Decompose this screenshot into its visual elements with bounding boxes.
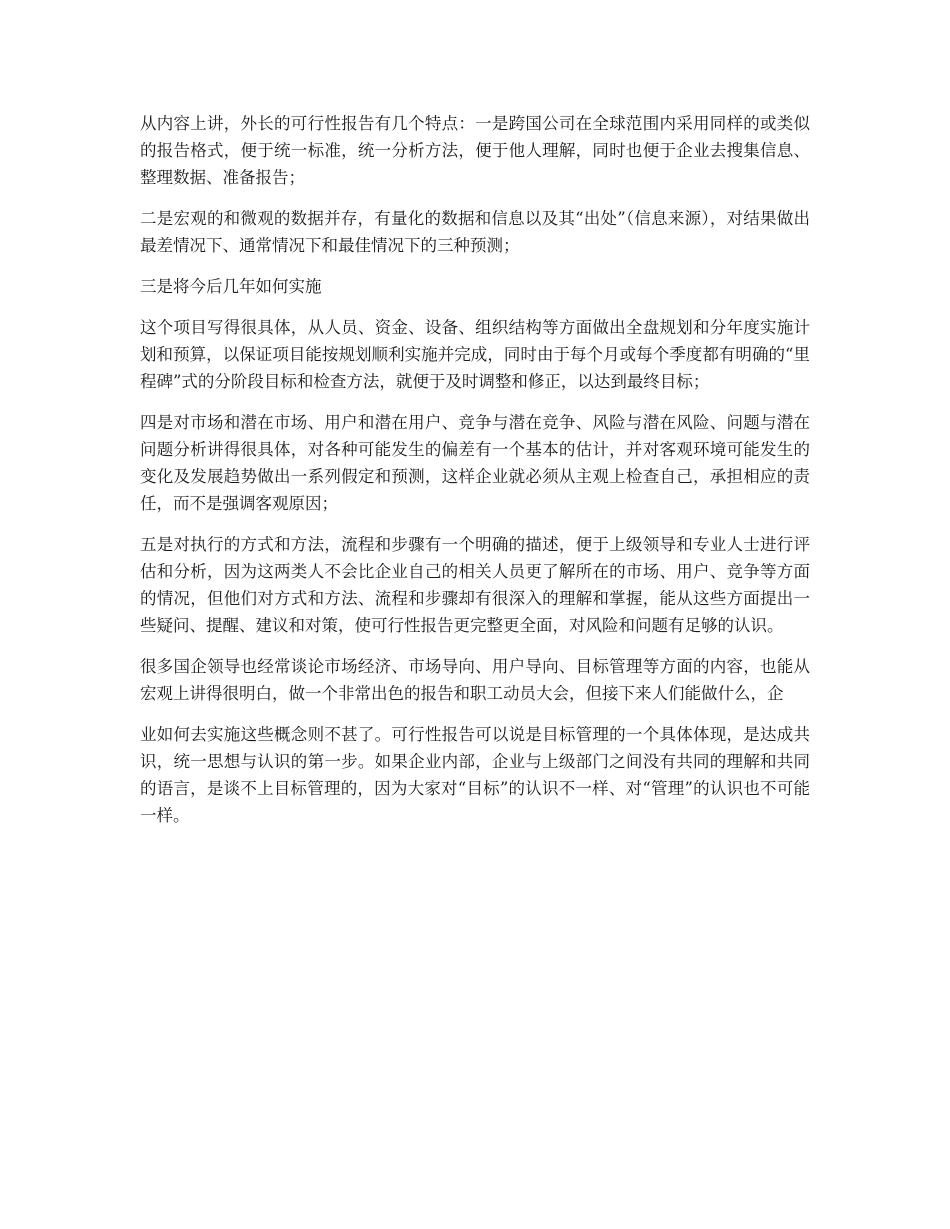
paragraph-8: 业如何去实施这些概念则不甚了。可行性报告可以说是目标管理的一个具体体现，是达成共识，统一思想与认识的第一步。如果企业内部，企业与上级部门之间没有共同的理解和共同的语言，是谈不上目标管理的，因为大家对“目标”的认识不一样、对“管理”的认识也不可能一样。 (140, 725, 810, 825)
document-body (140, 110, 810, 843)
paragraph-7: 很多国企领导也经常谈论市场经济、市场导向、用户导向、目标管理等方面的内容，也能从宏观上讲得很明白，做一个非常出色的报告和职工动员大会，但接下来人们能做什么，企 (140, 657, 810, 703)
paragraph-3: 三是将今后几年如何实施 (140, 277, 322, 296)
paragraph-4: 这个项目写得很具体，从人员、资金、设备、组织结构等方面做出全盘规划和分年度实施计划和预算，以保证项目能按规划顺利实施并完成，同时由于每个月或每个季度都有明确的“里程碑”式的分阶段目标和检查方法，就便于及时调整和修正，以达到最终目标； (140, 318, 810, 391)
paragraph-2: 二是宏观的和微观的数据并存，有量化的数据和信息以及其“出处”（信息来源），对结果做出最差情况下、通常情况下和最佳情况下的三种预测； (140, 209, 810, 255)
paragraph-5: 四是对市场和潜在市场、用户和潜在用户、竞争与潜在竞争、风险与潜在风险、问题与潜在问题分析讲得很具体，对各种可能发生的偏差有一个基本的估计，并对客观环境可能发生的变化及发展趋势做出一系列假定和预测，这样企业就必须从主观上检查自己，承担相应的责任，而不是强调客观原因； (140, 413, 810, 513)
paragraph-6: 五是对执行的方式和方法，流程和步骤有一个明确的描述，便于上级领导和专业人士进行评估和分析，因为这两类人不会比企业自己的相关人员更了解所在的市场、用户、竞争等方面的情况，但他们对方式和方法、流程和步骤却有很深入的理解和掌握，能从这些方面提出一些疑问、提醒、建议和对策，使可行性报告更完整更全面，对风险和问题有足够的认识。 (140, 535, 810, 635)
paragraph-1: 从内容上讲，外长的可行性报告有几个特点：一是跨国公司在全球范围内采用同样的或类似的报告格式，便于统一标准，统一分析方法，便于他人理解，同时也便于企业去搜集信息、整理数据、准备报告； (140, 114, 810, 187)
